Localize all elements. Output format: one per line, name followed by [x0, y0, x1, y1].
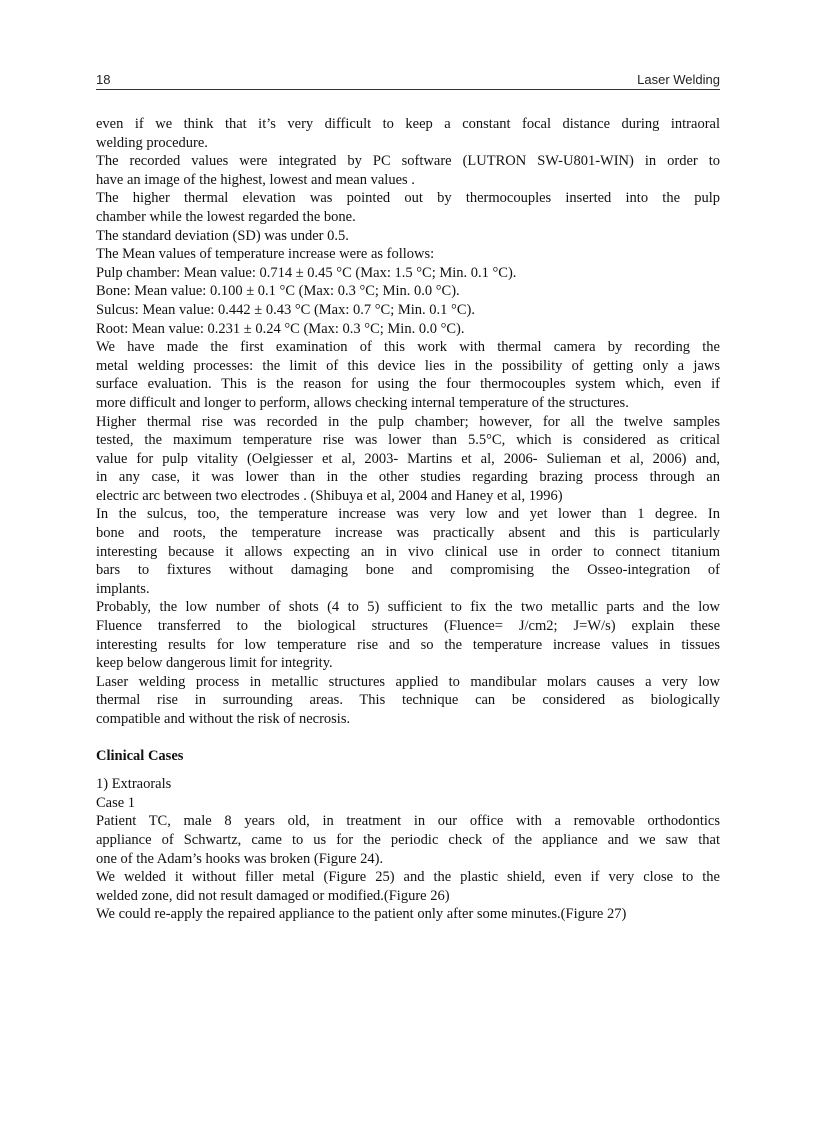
paragraph: [96, 338, 720, 412]
running-header: [96, 70, 720, 90]
text-line: compatible and without the risk of necrosis.: [96, 711, 351, 727]
text-line: Higher thermal rise was recorded in the pulp chamber; however, for all the twelve samples: [96, 413, 720, 430]
paragraph: [96, 868, 720, 905]
text-line: have an image of the highest, lowest and mean values .: [96, 171, 415, 188]
text-line: interesting results for low temperature rise and so the temperature increase values in tissues: [96, 636, 720, 653]
paragraph: [96, 905, 720, 924]
text-line: The Mean values of temperature increase were as follows:: [96, 246, 435, 263]
paragraph: [96, 794, 720, 813]
text-line: bars to fixtures without damaging bone and compromising the Osseo-integration of: [96, 562, 720, 579]
text-line: Patient TC, male 8 years old, in treatment in our office with a removable orthodontics: [96, 813, 720, 830]
paragraph: [96, 152, 720, 189]
section-heading: Clinical Cases: [96, 747, 184, 764]
text-line: appliance of Schwartz, came to us for the periodic check of the appliance and we saw that: [96, 831, 720, 848]
paragraph: [96, 301, 720, 320]
text-line: interesting because it allows expecting an in vivo clinical use in order to connect titanium: [96, 543, 720, 560]
clinical-cases-list: [96, 775, 720, 924]
text-line: electric arc between two electrodes . (Shibuya et al, 2004 and Haney et al, 1996): [96, 487, 563, 504]
paragraph: [96, 598, 720, 672]
text-line: The higher thermal elevation was pointed out by thermocouples inserted into the pulp: [96, 190, 720, 207]
paragraph: [96, 245, 720, 264]
text-line: bone and roots, the temperature increase was practically absent and this is particularly: [96, 525, 720, 542]
text-line: Case 1: [96, 794, 136, 811]
text-line: keep below dangerous limit for integrity.: [96, 655, 333, 672]
body-text: [96, 115, 720, 924]
paragraph: [96, 413, 720, 506]
text-line: Laser welding process in metallic structures applied to mandibular molars causes a very low: [96, 673, 720, 690]
text-line: thermal rise in surrounding areas. This technique can be considered as biologically: [96, 692, 720, 709]
paragraph: [96, 505, 720, 598]
page-number: 18: [96, 72, 111, 87]
text-line: surface evaluation. This is the reason for using the four thermocouples system which, even if: [96, 376, 720, 393]
running-title: Laser Welding: [637, 72, 720, 87]
text-line: Probably, the low number of shots (4 to 5) sufficient to fix the two metallic parts and the low: [96, 599, 720, 616]
paragraph: [96, 227, 720, 246]
text-line: welding procedure.: [96, 134, 208, 151]
header-divider: [96, 89, 720, 90]
text-line: Pulp chamber: Mean value: 0.714 ± 0.45 °C (Max: 1.5 °C; Min. 0.1 °C).: [96, 264, 517, 281]
text-line: 1) Extraorals: [96, 776, 172, 793]
text-line: The recorded values were integrated by PC software (LUTRON SW-U801-WIN) in order to: [96, 153, 720, 170]
text-line: implants.: [96, 580, 150, 597]
paragraph: [96, 812, 720, 868]
text-line: welded zone, did not result damaged or modified.(Figure 26): [96, 887, 450, 904]
text-line: Bone: Mean value: 0.100 ± 0.1 °C (Max: 0.3 °C; Min. 0.0 °C).: [96, 283, 460, 300]
text-line: Root: Mean value: 0.231 ± 0.24 °C (Max: 0.3 °C; Min. 0.0 °C).: [96, 320, 465, 337]
text-line: even if we think that it’s very difficult to keep a constant focal distance during intraoral: [96, 116, 720, 132]
paragraph: [96, 320, 720, 339]
paragraph: [96, 282, 720, 301]
paragraph: [96, 115, 720, 152]
text-line: value for pulp vitality (Oelgiesser et al, 2003- Martins et al, 2006- Sulieman et al, 2006) and,: [96, 450, 720, 467]
text-line: The standard deviation (SD) was under 0.5.: [96, 227, 349, 244]
text-line: in any case, it was lower than in the other studies regarding brazing process through an: [96, 469, 720, 486]
text-line: We welded it without filler metal (Figure 25) and the plastic shield, even if very close to the: [96, 869, 720, 886]
paragraph-list: [96, 115, 720, 729]
text-line: Sulcus: Mean value: 0.442 ± 0.43 °C (Max: 0.7 °C; Min. 0.1 °C).: [96, 301, 475, 318]
paragraph: [96, 673, 720, 729]
text-line: In the sulcus, too, the temperature increase was very low and yet lower than 1 degree. In: [96, 506, 720, 523]
text-line: We could re-apply the repaired appliance to the patient only after some minutes.(Figure 27): [96, 906, 627, 923]
paragraph: [96, 189, 720, 226]
text-line: one of the Adam’s hooks was broken (Figure 24).: [96, 850, 384, 867]
text-line: tested, the maximum temperature rise was lower than 5.5°C, which is considered as critical: [96, 432, 720, 449]
paragraph: [96, 264, 720, 283]
text-line: chamber while the lowest regarded the bone.: [96, 208, 356, 225]
paragraph: [96, 775, 720, 794]
text-line: Fluence transferred to the biological structures (Fluence= J/cm2; J=W/s) explain these: [96, 618, 720, 635]
text-line: more difficult and longer to perform, allows checking internal temperature of the structures.: [96, 394, 629, 411]
text-line: metal welding processes: the limit of this device lies in the possibility of getting only a jaws: [96, 357, 720, 374]
text-line: We have made the first examination of this work with thermal camera by recording the: [96, 339, 720, 356]
